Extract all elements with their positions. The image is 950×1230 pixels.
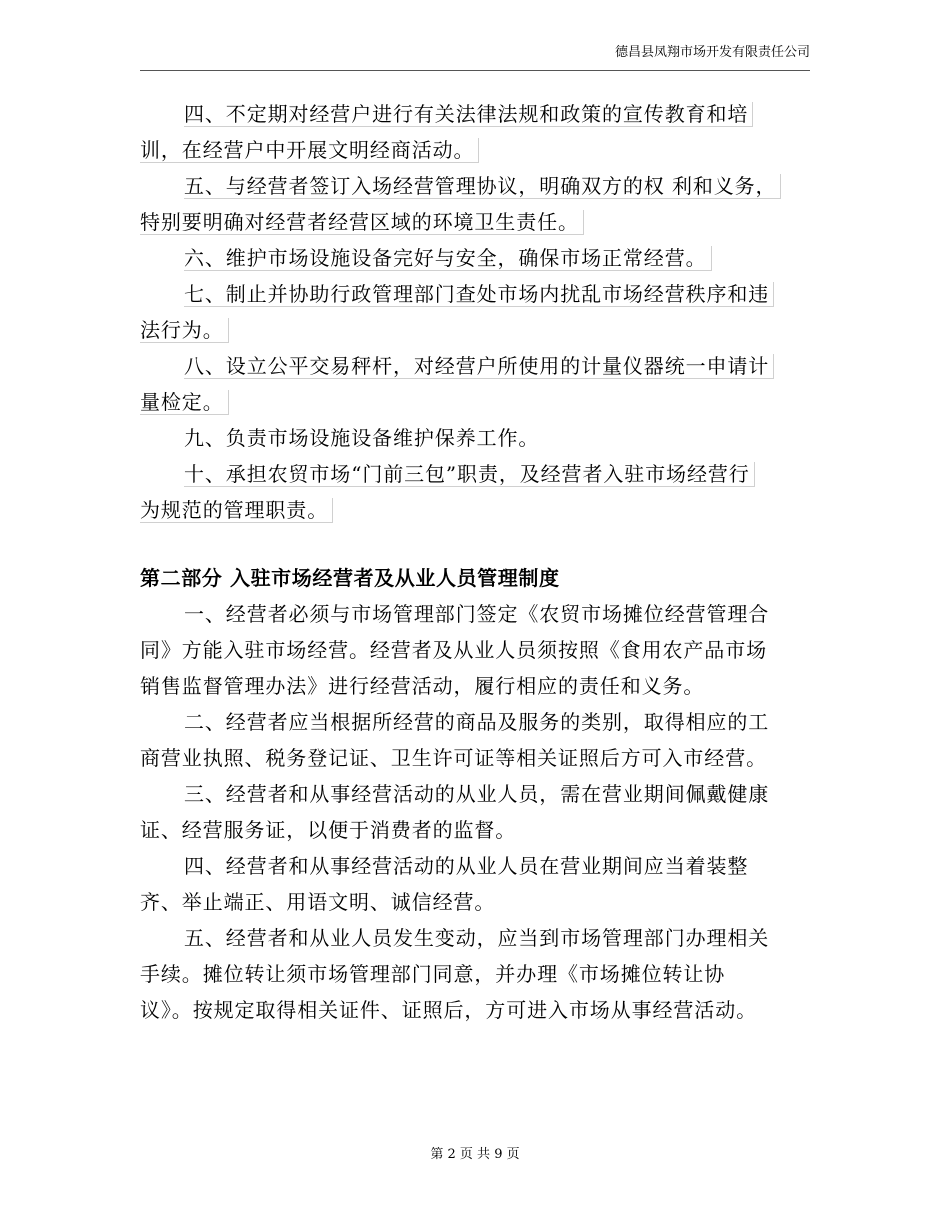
item-ten-line2 [140,492,810,528]
text-line: 六、维护市场设施设备完好与安全，确保市场正常经营。 [184,246,712,271]
header-divider [140,70,810,71]
item-four-line2 [140,132,810,168]
clause-four-line2: 齐、举止端正、用语文明、诚信经营。 [140,890,496,914]
text-line: 训，在经营户中开展文明经商活动。 [140,138,479,163]
clause-one-line3: 销售监督管理办法》进行经营活动，履行相应的责任和义务。 [140,674,705,698]
item-five-line1 [140,168,810,204]
text-line: 十、承担农贸市场“门前三包”职责，及经营者入驻市场经营行 [184,462,755,487]
section1-body [140,96,810,528]
clause-two-line1: 二、经营者应当根据所经营的商品及服务的类别，取得相应的工 [184,710,770,734]
clause-one-line2: 同》方能入驻市场经营。经营者及从业人员须按照《食用农产品市场 [140,638,767,662]
page-number-footer: 第 2 页 共 9 页 [430,1147,520,1162]
clause-two-line2: 商营业执照、税务登记证、卫生许可证等相关证照后方可入市经营。 [140,746,767,770]
item-seven-line1 [140,276,810,312]
clause-five-line2: 手续。摊位转让须市场管理部门同意，并办理《市场摊位转让协 [140,962,726,986]
text-line: 为规范的管理职责。 [140,498,333,523]
item-six-line1 [140,240,810,276]
item-eight-line2 [140,384,810,420]
text-line: 特别要明确对经营者经营区域的环境卫生责任。 [140,210,584,235]
clause-five-line3: 议》。按规定取得相关证件、证照后，方可进入市场从事经营活动。 [140,998,757,1022]
header-company-name: 德昌县凤翔市场开发有限责任公司 [614,45,810,60]
text-line: 九、负责市场设施设备维护保养工作。 [184,426,540,450]
item-five-line2 [140,204,810,240]
clause-three-line2: 证、经营服务证，以便于消费者的监督。 [140,818,517,842]
clause-one-line1: 一、经营者必须与市场管理部门签定《农贸市场摊位经营管理合 [184,602,770,626]
text-line: 七、制止并协助行政管理部门查处市场内扰乱市场经营秩序和违 [184,282,774,307]
section2-body [140,560,810,1028]
text-line: 法行为。 [140,318,229,343]
text-line: 四、不定期对经营户进行有关法律法规和政策的宣传教育和培 [184,102,753,127]
text-line: 五、与经营者签订入场经营管理协议，明确双方的权 利和义务， [184,174,781,199]
item-nine-line1 [140,420,810,456]
clause-three-line1: 三、经营者和从事经营活动的从业人员，需在营业期间佩戴健康 [184,782,770,806]
item-eight-line1 [140,348,810,384]
text-line: 八、设立公平交易秤杆，对经营户所使用的计量仪器统一申请计 [184,354,774,379]
item-ten-line1 [140,456,810,492]
text-line: 量检定。 [140,390,229,415]
clause-five-line1: 五、经营者和从业人员发生变动，应当到市场管理部门办理相关 [184,926,770,950]
item-seven-line2 [140,312,810,348]
clause-four-line1: 四、经营者和从事经营活动的从业人员在营业期间应当着装整 [184,854,749,878]
section-heading: 第二部分 入驻市场经营者及从业人员管理制度 [140,566,560,590]
item-four-line1 [140,96,810,132]
